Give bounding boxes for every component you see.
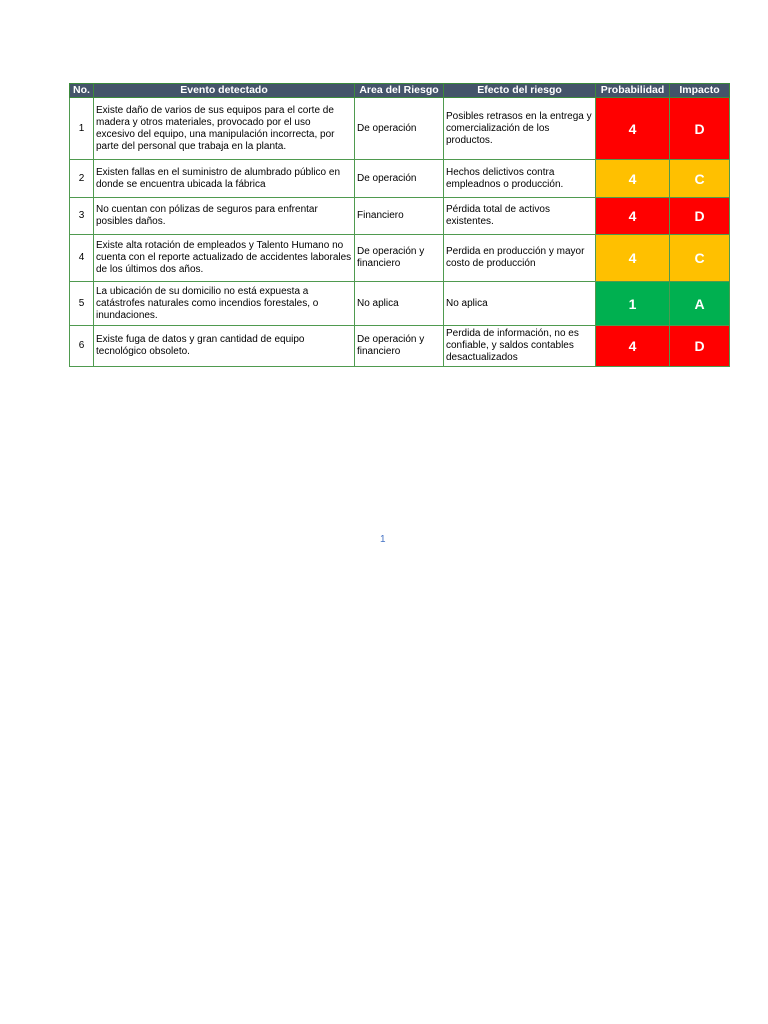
cell-event: Existe daño de varios de sus equipos para el corte de madera y otros materiales, provocado por el uso excesivo del equipo, una manipulación incorrecta, por parte del personal que trabaja en la planta. [94, 98, 355, 160]
cell-effect: Hechos delictivos contra empleadnos o producción. [444, 160, 596, 198]
cell-area: De operación y financiero [355, 235, 444, 282]
cell-area: De operación y financiero [355, 326, 444, 367]
cell-probability: 4 [596, 235, 670, 282]
cell-probability: 4 [596, 198, 670, 235]
cell-impact: D [670, 98, 730, 160]
header-area: Area del Riesgo [355, 84, 444, 98]
table-row [70, 198, 730, 235]
header-event: Evento detectado [94, 84, 355, 98]
cell-probability: 4 [596, 160, 670, 198]
cell-impact: A [670, 282, 730, 326]
cell-impact: D [670, 198, 730, 235]
cell-no: 3 [70, 198, 94, 235]
cell-no: 1 [70, 98, 94, 160]
cell-area: Financiero [355, 198, 444, 235]
cell-impact: C [670, 160, 730, 198]
header-probability: Probabilidad [596, 84, 670, 98]
cell-effect: No aplica [444, 282, 596, 326]
table-row [70, 98, 730, 160]
cell-event: Existe alta rotación de empleados y Talento Humano no cuenta con el reporte actualizado de accidentes laborales de los últimos dos años. [94, 235, 355, 282]
cell-no: 6 [70, 326, 94, 367]
cell-area: No aplica [355, 282, 444, 326]
table-row [70, 282, 730, 326]
cell-effect: Perdida en producción y mayor costo de producción [444, 235, 596, 282]
cell-no: 4 [70, 235, 94, 282]
header-no: No. [70, 84, 94, 98]
cell-event: La ubicación de su domicilio no está expuesta a catástrofes naturales como incendios forestales, o inundaciones. [94, 282, 355, 326]
cell-event: Existe fuga de datos y gran cantidad de equipo tecnológico obsoleto. [94, 326, 355, 367]
cell-impact: D [670, 326, 730, 367]
table-header-row [70, 84, 730, 98]
cell-event: No cuentan con pólizas de seguros para enfrentar posibles daños. [94, 198, 355, 235]
table-row [70, 160, 730, 198]
cell-area: De operación [355, 98, 444, 160]
cell-probability: 4 [596, 98, 670, 160]
cell-effect: Posibles retrasos en la entrega y comercialización de los productos. [444, 98, 596, 160]
cell-effect: Pérdida total de activos existentes. [444, 198, 596, 235]
table-row [70, 235, 730, 282]
cell-probability: 1 [596, 282, 670, 326]
header-effect: Efecto del riesgo [444, 84, 596, 98]
cell-probability: 4 [596, 326, 670, 367]
cell-no: 5 [70, 282, 94, 326]
table-row [70, 326, 730, 367]
cell-area: De operación [355, 160, 444, 198]
cell-no: 2 [70, 160, 94, 198]
page-number: 1 [380, 534, 386, 545]
cell-effect: Perdida de información, no es confiable, y saldos contables desactualizados [444, 326, 596, 367]
risk-matrix-table [69, 83, 730, 367]
header-impact: Impacto [670, 84, 730, 98]
cell-event: Existen fallas en el suministro de alumbrado público en donde se encuentra ubicada la fábrica [94, 160, 355, 198]
cell-impact: C [670, 235, 730, 282]
